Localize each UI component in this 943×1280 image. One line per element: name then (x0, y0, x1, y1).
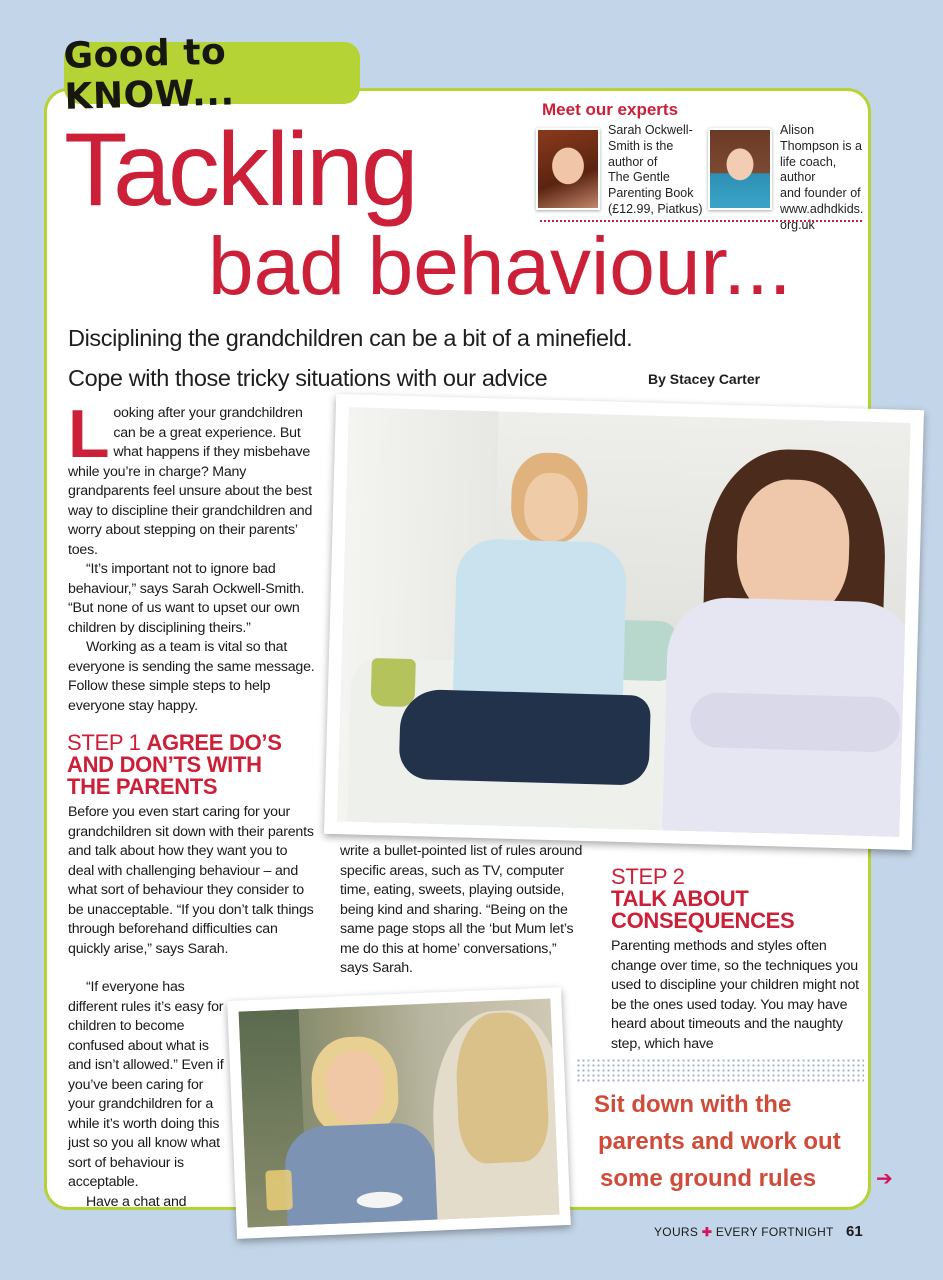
step1-column-left (68, 803, 316, 959)
step1-column-wrap (68, 978, 226, 1212)
plus-icon: ✚ (701, 1225, 713, 1239)
expert-photo-alison (708, 128, 772, 210)
photo-women-chatting (227, 987, 571, 1239)
step1-paragraph: Before you even start caring for your grandchildren sit down with their parents and talk about how they want you to deal with challenging behaviour – and what sort of behaviour they consider to be unacceptable. “If you don’t talk things through beforehand difficulties can quickly arise,” says Sarah. (68, 804, 314, 957)
step1-title-line: THE PARENTS (67, 774, 218, 799)
step1-title-line: AND DON’TS WITH (67, 752, 262, 777)
pull-quote-line: some ground rules (600, 1165, 817, 1192)
expert-bio-line: life coach, author (780, 154, 837, 185)
section-tag-label: Good to KNOW... (62, 31, 236, 118)
continue-arrow-icon: ➔ (876, 1168, 893, 1190)
step1-heading (67, 732, 282, 798)
step2-title-line: CONSEQUENCES (611, 908, 795, 933)
expert-photo-sarah (536, 128, 600, 210)
intro-paragraph: “It’s important not to ignore bad behaviour,” says Sarah Ockwell-Smith. “But none of us want to upset our own children by disciplining theirs.” (68, 561, 305, 636)
intro-paragraph: ooking after your grandchildren can be a great experience. But what happens if they misbehave while you’re in charge? Many grandparents feel unsure about the best way to discipline their grandchildren and worry about stepping on their parents’ toes. (68, 405, 313, 558)
standfirst (68, 318, 632, 398)
section-tag (62, 31, 360, 118)
expert-bio-sarah (608, 123, 704, 218)
step1-paragraph: write a bullet-pointed list of rules around specific areas, such as TV, computer time, eating, sweets, playing outside, being kind and sharing. “Being on the same page stops all the ‘but Mum let’s me do this at home’ conversations,” says Sarah. (340, 843, 583, 976)
drop-cap: L (68, 396, 110, 472)
expert-bio-line: Sarah Ockwell- (608, 123, 693, 137)
pull-quote-line: parents and work out (598, 1128, 841, 1155)
expert-bio-line: author of (608, 154, 658, 169)
dotted-divider (576, 1058, 864, 1084)
experts-heading: Meet our experts (542, 100, 679, 119)
pull-quote-line: Sit down with the (594, 1091, 792, 1118)
expert-bio-line: org.uk (780, 217, 815, 232)
step2-heading (611, 866, 794, 932)
expert-bio-line: Alison (780, 123, 815, 137)
step1-column-middle (340, 842, 588, 979)
step2-title-line: TALK ABOUT (611, 886, 749, 911)
expert-bio-line: The Gentle (608, 170, 670, 185)
expert-bio-alison (780, 123, 868, 234)
footer-masthead (654, 1225, 834, 1239)
intro-paragraph: Working as a team is vital so that everyone is sending the same message. Follow these simple steps to help everyone stay happy. (68, 639, 315, 714)
expert-bio-line: www.adhdkids. (780, 201, 864, 216)
step1-title-line: AGREE DO’S (146, 730, 282, 755)
expert-bio-line: (£12.99, Piatkus) (608, 201, 703, 216)
footer-tagline: EVERY FORTNIGHT (715, 1225, 834, 1239)
photo-grandmother-and-girl (324, 394, 924, 850)
experts-divider (540, 220, 862, 222)
expert-bio-line: Thompson is a (780, 138, 862, 153)
step1-paragraph: Have a chat and (86, 1193, 187, 1210)
headline-main: Tackling (64, 112, 416, 228)
step1-number: STEP 1 (67, 730, 141, 755)
step2-column (611, 937, 861, 1054)
expert-bio-line: Parenting Book (608, 186, 694, 201)
step1-paragraph: “If everyone has different rules it’s easy for children to become confused about what is and isn’t allowed.” Even if you’ve been caring for your grandchildren for a while it’s worth doing this just so you all know what sort of behaviour is acceptable. (68, 979, 224, 1190)
standfirst-line: Disciplining the grandchildren can be a bit of a minefield. (68, 325, 633, 351)
expert-bio-line: and founder of (780, 186, 861, 201)
footer-brand: YOURS (654, 1225, 699, 1239)
expert-bio-line: Smith is the (608, 138, 674, 153)
intro-column (68, 396, 318, 716)
step2-paragraph: Parenting methods and styles often change over time, so the techniques you used to discipline your children might not be the ones used today. You may have heard about timeouts and the naughty step, which have (611, 938, 859, 1052)
pull-quote (594, 1086, 841, 1197)
byline: By Stacey Carter (648, 371, 761, 387)
page-number: 61 (846, 1223, 863, 1240)
standfirst-line: Cope with those tricky situations with our advice (68, 365, 548, 391)
step2-number: STEP 2 (611, 864, 685, 889)
headline-sub: bad behaviour... (208, 221, 792, 312)
